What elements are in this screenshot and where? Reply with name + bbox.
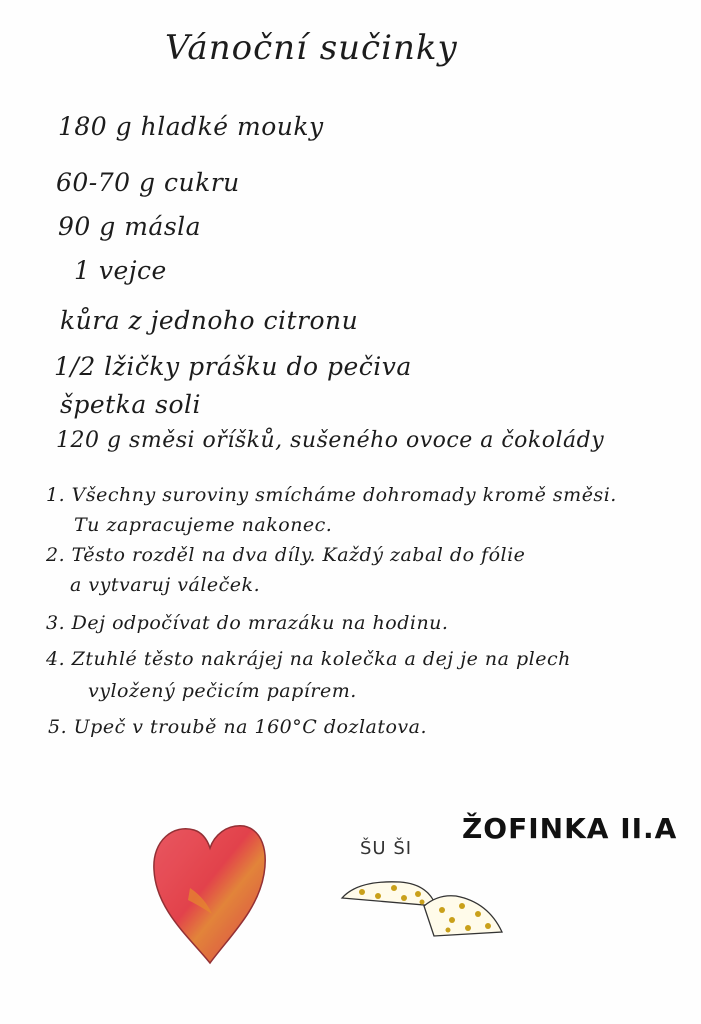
ingredient-sugar: 60-70 g cukru (56, 168, 240, 197)
step-3: 3. Dej odpočívat do mrazáku na hodinu. (46, 612, 449, 634)
step-1: 1. Všechny suroviny smícháme dohromady kromě směsi. (46, 484, 617, 506)
ingredient-mix: 120 g směsi oříšků, sušeného ovoce a čokolády (56, 428, 605, 453)
step-4: 4. Ztuhlé těsto nakrájej na kolečka a dej je na plech (46, 648, 571, 670)
drawing-label: ŠU ŠI (360, 838, 413, 859)
step-4-cont: vyložený pečicím papírem. (88, 680, 357, 702)
cookie-slices-icon (338, 876, 508, 940)
ingredient-salt: špetka soli (60, 390, 202, 419)
step-2: 2. Těsto rozděl na dva díly. Každý zabal do fólie (46, 544, 526, 566)
step-2-cont: a vytvaruj váleček. (70, 574, 261, 596)
step-1-cont: Tu zapracujeme nakonec. (74, 514, 333, 536)
ingredient-egg: 1 vejce (74, 256, 167, 285)
ingredient-flour: 180 g hladké mouky (58, 112, 324, 141)
step-5: 5. Upeč v troubě na 160°C dozlatova. (48, 716, 428, 738)
author-signature: ŽOFINKA II.A (462, 812, 678, 845)
ingredient-butter: 90 g másla (58, 212, 202, 241)
ingredient-lemon-zest: kůra z jednoho citronu (60, 306, 359, 335)
recipe-title: Vánoční sučinky (165, 28, 458, 68)
heart-drawing-icon (150, 818, 270, 968)
ingredient-baking-powder: 1/2 lžičky prášku do pečiva (54, 352, 412, 381)
